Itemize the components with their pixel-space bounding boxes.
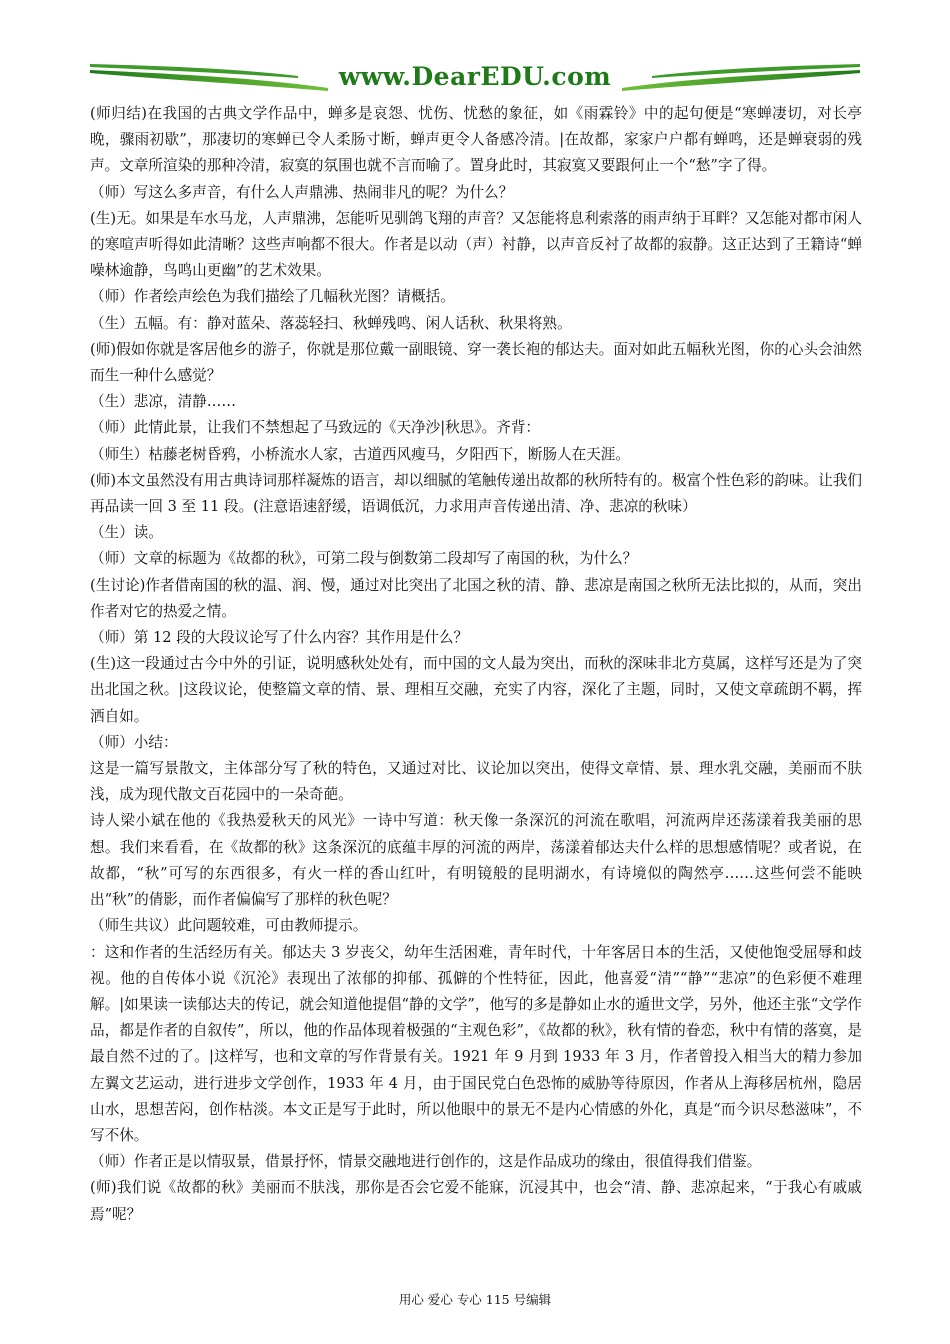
paragraph: （生）读。: [90, 524, 163, 542]
paragraph: 这是一篇写景散文，主体部分写了秋的特色，又通过对比、议论加以突出，使得文章情、景、理水乳交融，美丽而不肤浅，成为现代散文百花园中的一朵奇葩。: [90, 760, 862, 804]
paragraph: （师）作者绘声绘色为我们描绘了几幅秋光图？请概括。: [90, 288, 455, 306]
paragraph: （师）文章的标题为《故都的秋》，可第二段与倒数第二段却写了南国的秋，为什么？: [90, 550, 638, 568]
paragraph: （师）小结：: [90, 733, 178, 751]
paragraph: (师归结)在我国的古典文学作品中，蝉多是哀怨、忧伤、忧愁的象征，如《雨霖铃》中的起句便是“寒蝉凄切，对长亭晚，骤雨初歇”，那凄切的寒蝉已令人柔肠寸断，蝉声更令人备感冷清。|在故都，家家户户都有蝉鸣，还是蝉衰弱的残声。文章所渲染的那种冷清，寂寞的氛围也就不言而喻了。置身此时，其寂寞又要跟何止一个“愁”字了得。: [90, 105, 862, 175]
paragraph: （师）作者正是以情驭景，借景抒怀，情景交融地进行创作的，这是作品成功的缘由，很值得我们借鉴。: [90, 1153, 762, 1171]
page-header: [88, 60, 862, 94]
paragraph: (师)假如你就是客居他乡的游子，你就是那位戴一副眼镜、穿一袭长袍的郁达夫。面对如此五幅秋光图，你的心头会油然而生一种什么感觉？: [90, 340, 862, 385]
paragraph: (生讨论)作者借南国的秋的温、润、慢，通过对比突出了北国之秋的清、静、悲凉是南国之秋所无法比拟的，从而，突出作者对它的热爱之情。: [90, 576, 862, 620]
page-footer: 用心 爱心 专心 115 号编辑: [398, 1292, 552, 1307]
paragraph: (师)我们说《故都的秋》美丽而不肤浅，那你是否会它爱不能寐，沉浸其中，也会“清、静、悲凉起来，“于我心有戚戚焉”呢？: [90, 1179, 862, 1223]
paragraph: (生)这一段通过古今中外的引证，说明感秋处处有，而中国的文人最为突出，而秋的深味非北方莫属，这样写还是为了突出北国之秋。|这段议论，使整篇文章的情、景、理相互交融，充实了内容，深化了主题，同时，又使文章疏朗不羁，挥洒自如。: [90, 655, 862, 725]
paragraph: （师）第 12 段的大段议论写了什么内容？其作用是什么？: [90, 629, 469, 647]
paragraph: （生）五幅。有：静对蓝朵、落蕊轻扫、秋蝉残鸣、闲人话秋、秋果将熟。: [90, 314, 572, 332]
brand-title: www.DearEDU.com: [338, 62, 612, 91]
paragraph: （生）悲凉，清静……: [90, 393, 236, 411]
paragraph: （师）写这么多声音，有什么人声鼎沸、热闹非凡的呢？为什么？: [90, 183, 514, 201]
paragraph: ：这和作者的生活经历有关。郁达夫 3 岁丧父，幼年生活困难，青年时代，十年客居日本的生活，又使他饱受屈辱和歧视。他的自传体小说《沉沦》表现出了浓郁的抑郁、孤僻的个性特征，因此，他喜爱“清”“静”“悲凉”的色彩便不难理解。|如果读一读郁达夫的传记，就会知道他提倡“静的文学”，他写的多是静如止水的遁世文学，另外，他还主张“文学作品，都是作者的自叙传”，所以，他的作品体现着极强的“主观色彩”，《故都的秋》，秋有情的眷恋，秋中有情的落寞，是最自然不过的了。|这样写，也和文章的写作背景有关。1921 年 9 月到 1933 年 3 月，作者曾投入相当大的精力参加左翼文艺运动，进行进步文学创作，1933 年 4 月，由于国民党白色恐怖的威胁等待原因，作者从上海移居杭州，隐居山水，思想苦闷，创作枯淡。本文正是写于此时，所以他眼中的景无不是内心情感的外化，真是“而今识尽愁滋味”，不写不休。: [90, 943, 862, 1144]
paragraph: (生)无。如果是车水马龙，人声鼎沸，怎能听见驯鸽飞翔的声音？又怎能将息利索落的雨声纳于耳畔？又怎能对都市闲人的寒喧声听得如此清晰？这些声响都不很大。作者是以动（声）衬静，以声音反衬了故都的寂静。这正达到了王籍诗“蝉噪林逾静，鸟鸣山更幽”的艺术效果。: [90, 209, 862, 280]
paragraph: (师)本文虽然没有用古典诗词那样凝炼的语言，却以细腻的笔触传递出故都的秋所特有的。极富个性色彩的韵味。让我们再品读一回 3 至 11 段。(注意语速舒缓，语调低沉，力求用声音传递出清、净、悲凉的秋味）: [90, 471, 862, 516]
paragraph: （师）此情此景，让我们不禁想起了马致远的《天净沙|秋思》。齐背：: [90, 419, 541, 437]
paragraph: 诗人梁小斌在他的《我热爱秋天的风光》一诗中写道：秋天像一条深沉的河流在歌唱，河流两岸还荡漾着我美丽的思想。我们来看看，在《故都的秋》这条深沉的底蕴丰厚的河流的两岸，荡漾着郁达夫什么样的思想感情呢？或者说，在故都，“秋”可写的东西很多，有火一样的香山红叶，有明镜般的昆明湖水，有诗境似的陶然亭……这些何尝不能映出“秋”的倩影，而作者偏偏写了那样的秋色呢？: [90, 812, 862, 909]
article-body: [90, 101, 862, 1228]
paragraph: （师生）枯藤老树昏鸦，小桥流水人家，古道西风瘦马，夕阳西下，断肠人在天涯。: [90, 445, 630, 463]
paragraph: （师生共议）此问题较难，可由教师提示。: [90, 917, 368, 935]
